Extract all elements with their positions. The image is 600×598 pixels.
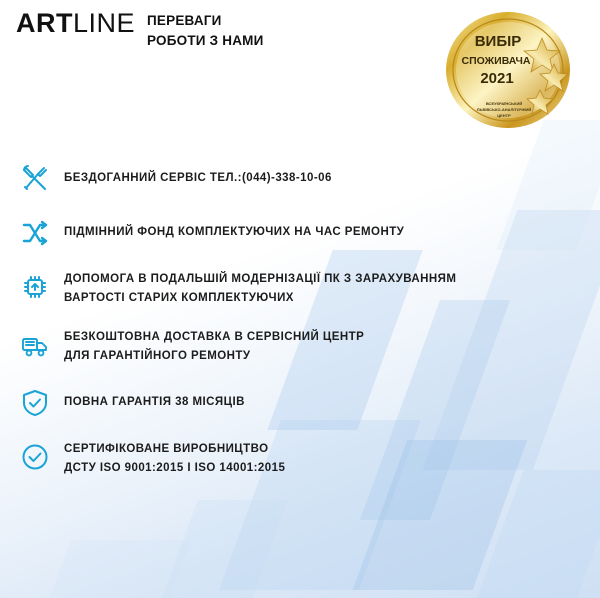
benefit-text-line: ДСТУ ISO 9001:2015 І ISO 14001:2015 <box>64 461 286 474</box>
upgrade-icon <box>18 270 52 304</box>
benefit-text <box>64 440 285 478</box>
certificate-check-icon <box>18 440 52 474</box>
logo-bold-part: ART <box>16 8 73 38</box>
benefit-text <box>64 216 404 242</box>
benefit-text-line: ДОПОМОГА В ПОДАЛЬШІЙ МОДЕРНІЗАЦІЇ ПК З ЗАРАХУВАННЯМ <box>64 273 457 285</box>
benefit-text-line: БЕЗКОШТОВНА ДОСТАВКА В СЕРВІСНИЙ ЦЕНТР <box>64 330 365 343</box>
page-title-line1: ПЕРЕВАГИ <box>147 13 222 28</box>
benefit-text-line: ПОВНА ГАРАНТІЯ 38 МІСЯЦІВ <box>64 395 245 408</box>
shield-check-icon <box>18 386 52 420</box>
logo-thin-part: LINE <box>73 8 136 38</box>
benefit-text-line: БЕЗДОГАННИЙ СЕРВІС ТЕЛ.:(044)-338-10-06 <box>64 172 332 184</box>
benefit-item-free-delivery <box>0 328 600 366</box>
brand-logo <box>16 8 135 37</box>
benefit-item-warranty <box>0 386 600 420</box>
benefit-text <box>64 270 456 308</box>
benefit-item-certified <box>0 440 600 478</box>
benefit-item-upgrade <box>0 270 600 308</box>
benefit-text-line: ПІДМІННИЙ ФОНД КОМПЛЕКТУЮЧИХ НА ЧАС РЕМОНТУ <box>64 226 405 238</box>
benefit-text <box>64 162 332 188</box>
badge-footer-line1: ВСЕУКРАЇНСЬКИЙ <box>485 101 523 106</box>
delivery-truck-icon <box>18 328 52 362</box>
benefit-text-line: ДЛЯ ГАРАНТІЙНОГО РЕМОНТУ <box>64 349 251 362</box>
page-title-line2: РОБОТИ З НАМИ <box>147 32 264 48</box>
tools-icon <box>18 162 52 196</box>
badge-subtitle: СПОЖИВАЧА <box>461 55 531 67</box>
benefit-text-line: СЕРТИФІКОВАНЕ ВИРОБНИЦТВО <box>64 442 269 455</box>
badge-footer-line3: ЦЕНТР <box>497 113 511 118</box>
badge-title: ВИБІР <box>474 33 522 50</box>
benefit-item-replacement-stock <box>0 216 600 250</box>
page-title <box>147 8 264 50</box>
page-header <box>16 8 264 50</box>
benefit-text <box>64 386 245 412</box>
award-badge-icon <box>442 8 578 140</box>
shuffle-icon <box>18 216 52 250</box>
benefit-item-service <box>0 162 600 196</box>
benefit-text <box>64 328 364 366</box>
badge-year: 2021 <box>480 70 514 87</box>
badge-footer-line2: ЛЬВІВСЬКО-АНАЛІТИЧНИЙ <box>476 107 532 112</box>
benefits-list <box>0 162 600 498</box>
award-badge <box>442 8 578 140</box>
benefit-text-line: ВАРТОСТІ СТАРИХ КОМПЛЕКТУЮЧИХ <box>64 291 294 304</box>
